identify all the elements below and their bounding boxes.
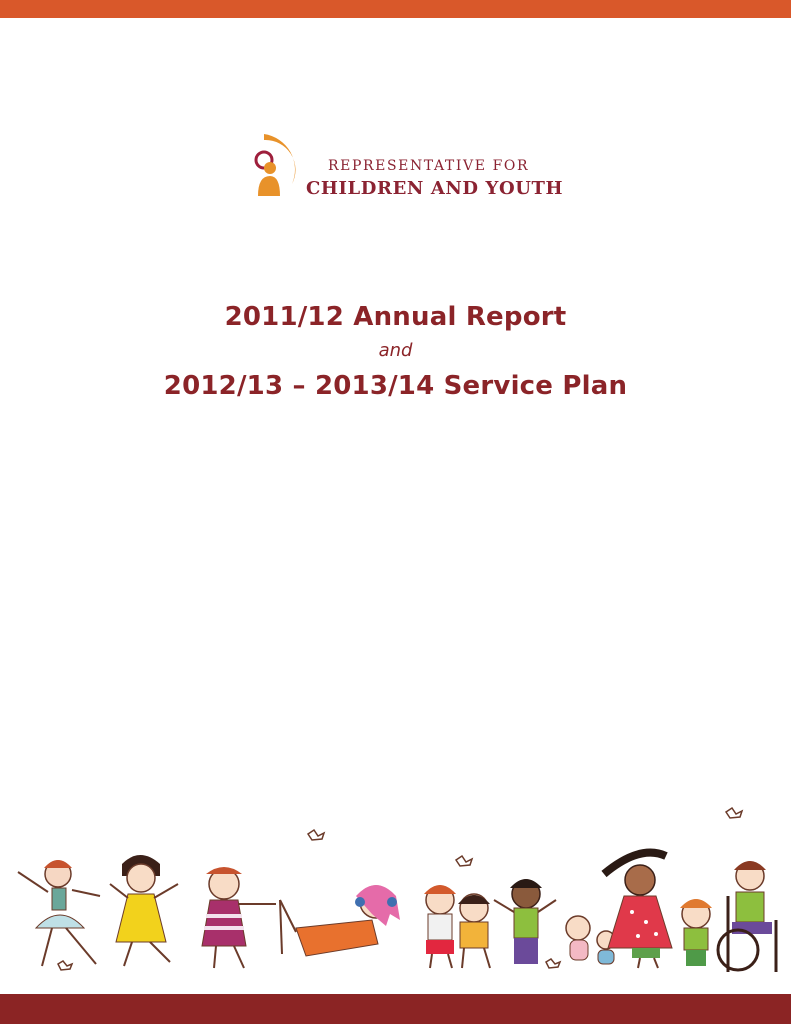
children-illustration: [0, 800, 791, 992]
report-subtitle: 2012/13 – 2013/14 Service Plan: [163, 371, 628, 401]
child-figure: [604, 853, 672, 968]
child-figure: [202, 867, 276, 968]
title-connector: and: [378, 340, 413, 361]
child-figure: [424, 885, 456, 968]
child-figure: [680, 899, 712, 966]
child-figure: [718, 861, 776, 972]
child-figure: [18, 860, 100, 966]
organization-logo: [214, 128, 574, 218]
top-color-band: [0, 0, 791, 18]
child-figure: [494, 879, 556, 964]
child-figure: [566, 916, 615, 964]
child-figure: [458, 894, 490, 968]
org-name-line-1: REPRESENTATIVE FOR: [328, 158, 530, 174]
bottom-color-band: [0, 994, 791, 1024]
logo-mark-icon: [214, 128, 298, 216]
child-figure: [280, 885, 400, 956]
child-figure: [110, 855, 178, 966]
report-title-block: [0, 298, 791, 406]
org-name-line-2: CHILDREN AND YOUTH: [306, 178, 564, 199]
report-title: 2011/12 Annual Report: [224, 302, 567, 332]
